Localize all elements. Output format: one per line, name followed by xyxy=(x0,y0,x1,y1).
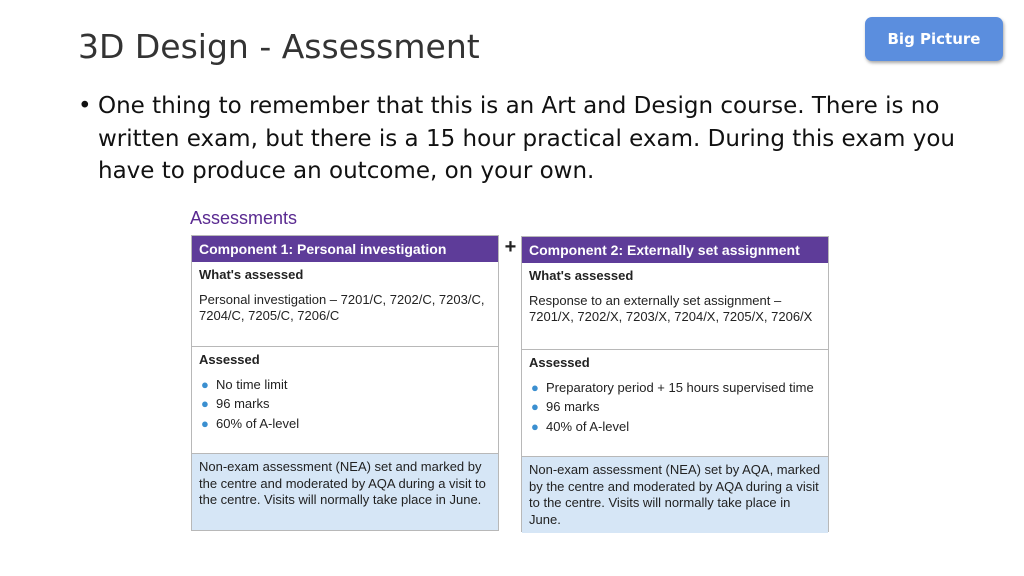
list-item-text: 60% of A-level xyxy=(216,415,300,431)
list-item xyxy=(529,380,828,397)
page-title: 3D Design - Assessment xyxy=(78,27,480,66)
assessed-label: Assessed xyxy=(199,352,260,367)
list-item xyxy=(529,419,828,436)
bullet-point xyxy=(78,90,958,188)
component-1-note: Non-exam assessment (NEA) set and marked by the centre and moderated by AQA during a visit to the centre. Visits will normally take place in June. xyxy=(192,454,498,530)
list-item xyxy=(529,399,828,416)
list-item-text: Preparatory period + 15 hours supervised time xyxy=(546,379,814,395)
assessments-heading: Assessments xyxy=(190,208,298,228)
component-1-assessed xyxy=(192,347,498,454)
assessed-list xyxy=(192,377,498,433)
component-1-whats-assessed xyxy=(192,262,498,347)
component-2-title: Component 2: Externally set assignment xyxy=(522,237,828,263)
list-item-text: 40% of A-level xyxy=(546,418,630,434)
whats-assessed-text: Personal investigation – 7201/C, 7202/C, 7203/C, 7204/C, 7205/C, 7206/C xyxy=(199,291,485,323)
bullet-dot-icon: ● xyxy=(201,415,209,431)
component-1-card xyxy=(191,235,499,531)
bullet-dot-icon: ● xyxy=(201,376,209,392)
list-item-text: 96 marks xyxy=(546,399,600,414)
component-2-card xyxy=(521,236,829,532)
bullet-dot-icon: ● xyxy=(531,399,539,414)
whats-assessed-text: Response to an externally set assignment – 7201/X, 7202/X, 7203/X, 7204/X, 7205/X, 7206/X xyxy=(529,292,813,324)
component-1-title: Component 1: Personal investigation xyxy=(192,236,498,262)
component-2-assessed xyxy=(522,350,828,457)
big-picture-button[interactable]: Big Picture xyxy=(865,17,1003,61)
list-item-text: 96 marks xyxy=(216,396,270,411)
whats-assessed-label: What's assessed xyxy=(199,267,304,282)
bullet-dot-icon: ● xyxy=(531,379,539,395)
plus-icon: + xyxy=(504,236,517,258)
bullet-dot-icon: ● xyxy=(201,396,209,411)
component-2-note: Non-exam assessment (NEA) set by AQA, marked by the centre and moderated by AQA during a visit to the centre. Visits will normally take place in June. xyxy=(522,457,828,533)
list-item xyxy=(199,377,498,394)
bullet-dot-icon: ● xyxy=(531,418,539,434)
whats-assessed-label: What's assessed xyxy=(529,268,634,283)
bullet-text: One thing to remember that this is an Art and Design course. There is no written exam, but there is a 15 hour practical exam. During this exam you have to produce an outcome, on your own. xyxy=(98,93,955,184)
assessed-label: Assessed xyxy=(529,355,590,370)
assessed-list xyxy=(522,380,828,436)
bullet-symbol: • xyxy=(78,93,92,119)
list-item-text: No time limit xyxy=(216,376,288,392)
component-2-whats-assessed xyxy=(522,263,828,350)
list-item xyxy=(199,416,498,433)
list-item xyxy=(199,396,498,413)
